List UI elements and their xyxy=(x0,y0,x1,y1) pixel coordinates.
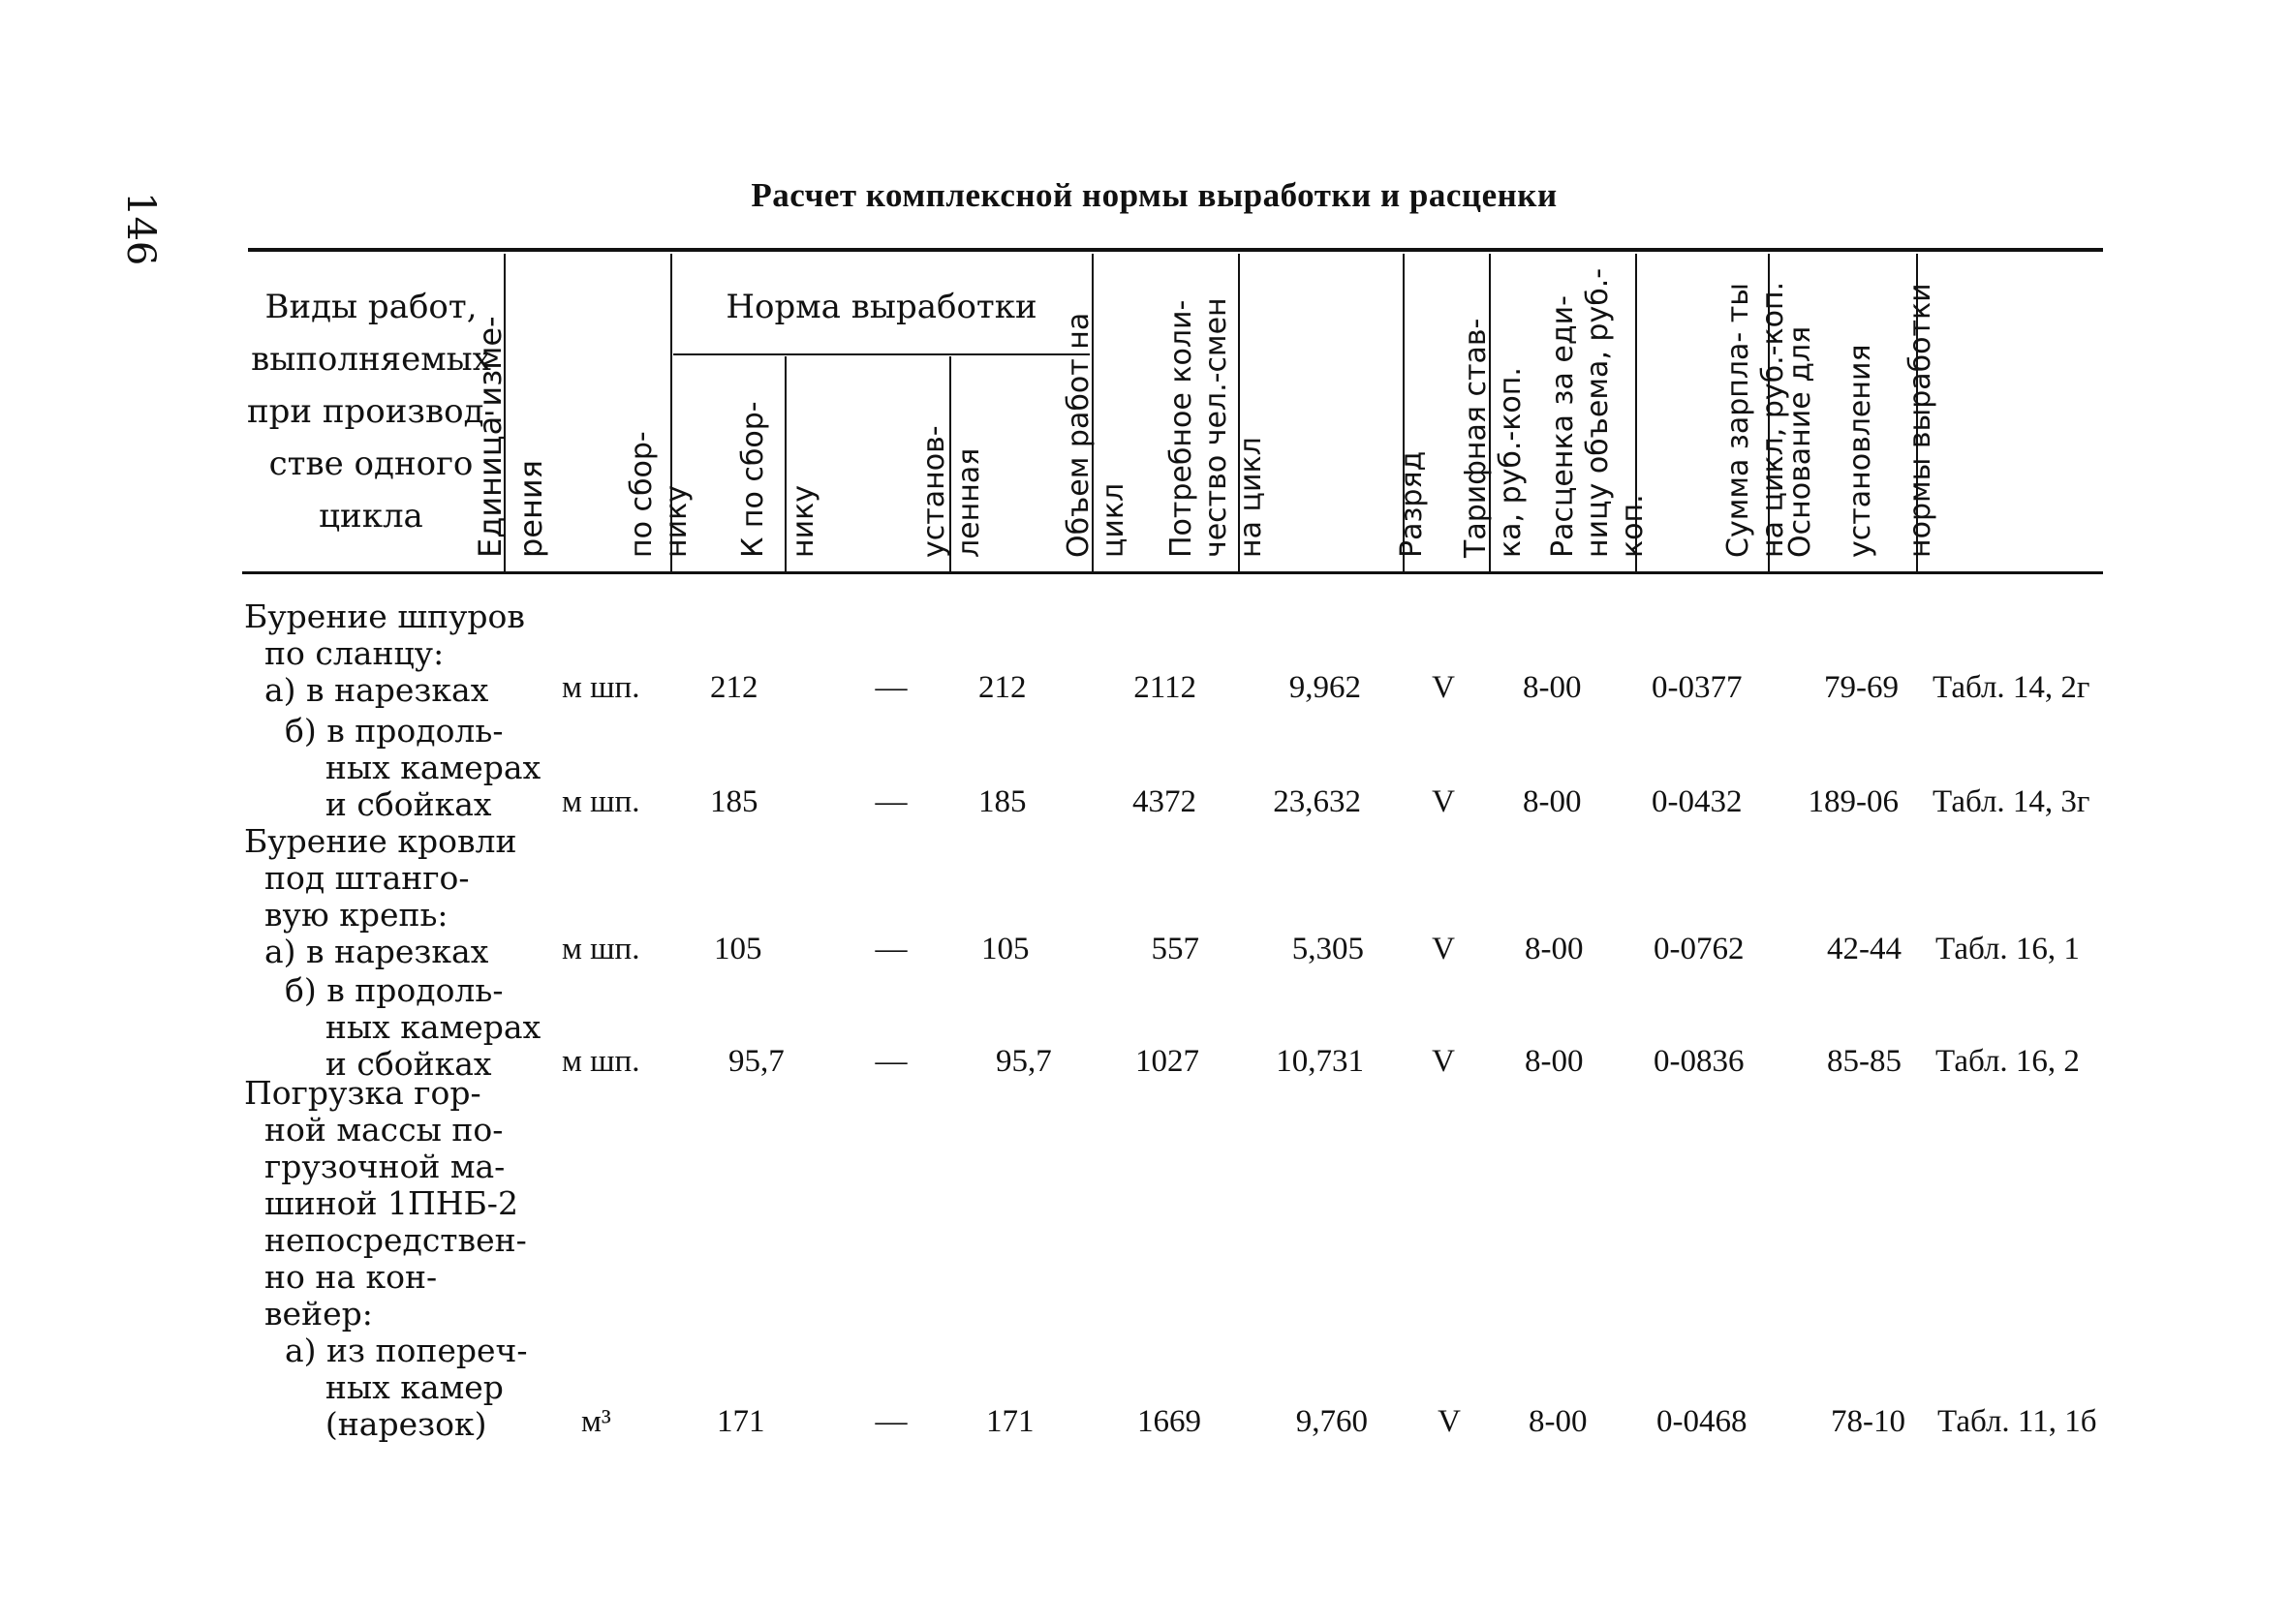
row-4-k-collection: — xyxy=(875,1044,908,1079)
row-4-work: б) в продоль- ных камерах и сбойках xyxy=(284,971,541,1083)
row-3-rate: 0-0762 xyxy=(1654,932,1745,966)
header-norm-set: установ- ленная xyxy=(916,425,986,558)
row-5-work: Погрузка гор- ной массы по- грузочной ма- шиной 1ПНБ-2 непосредствен- но на кон- вейер: а) из попереч- ных камер (нарезок) xyxy=(244,1074,528,1443)
row-3-unit: м шп. xyxy=(562,932,640,966)
row-1-norm-set: 212 xyxy=(978,670,1027,705)
row-3-k-collection: — xyxy=(875,932,908,966)
table-title: Расчет комплексной нормы выработки и расценки xyxy=(751,176,1558,214)
row-5-basis: Табл. 11, 1б xyxy=(1937,1404,2097,1439)
row-1-rate: 0-0377 xyxy=(1652,670,1743,705)
row-5-norm-set: 171 xyxy=(986,1404,1035,1439)
row-5-wage-sum: 78-10 xyxy=(1831,1404,1905,1439)
row-4-wage-sum: 85-85 xyxy=(1827,1044,1902,1079)
header-work-types: Виды работ, выполняемых при производ- стве одного цикла xyxy=(246,288,496,536)
row-1-grade: V xyxy=(1432,670,1455,705)
header-basis: Основание для установления нормы выработки xyxy=(1782,283,1937,558)
row-2-tariff: 8-00 xyxy=(1523,784,1582,819)
row-2-norm-collection: 185 xyxy=(710,784,758,819)
header-norm-collection: по сбор- нику xyxy=(625,431,694,558)
row-4-tariff: 8-00 xyxy=(1525,1044,1584,1079)
row-4-volume: 1027 xyxy=(1135,1044,1199,1079)
row-3-work: Бурение кровли под штанго- вую крепь: а) в нарезках xyxy=(244,822,517,970)
row-2-k-collection: — xyxy=(875,784,908,819)
row-5-man-shifts: 9,760 xyxy=(1295,1404,1368,1439)
row-4-man-shifts: 10,731 xyxy=(1276,1044,1364,1079)
row-2-unit: м шп. xyxy=(562,784,640,819)
header-volume: Объем работ на цикл xyxy=(1061,312,1130,558)
header-grade: Разряд xyxy=(1394,450,1429,558)
row-2-basis: Табл. 14, 3г xyxy=(1933,784,2090,819)
row-3-norm-set: 105 xyxy=(981,932,1030,966)
norm-group-rule xyxy=(673,353,1090,355)
row-1-work: Бурение шпуров по сланцу: а) в нарезках xyxy=(244,598,525,709)
row-4-norm-set: 95,7 xyxy=(996,1044,1052,1079)
header-wage-sum: Сумма зарпла- ты на цикл, руб.-коп. xyxy=(1720,281,1790,558)
header-bottom-rule xyxy=(242,571,2103,574)
row-1-man-shifts: 9,962 xyxy=(1288,670,1361,705)
row-5-unit: м³ xyxy=(581,1404,611,1439)
row-1-k-collection: — xyxy=(875,670,908,705)
header-man-shifts: Потребное коли- чество чел.-смен на цикл xyxy=(1164,297,1268,558)
row-3-tariff: 8-00 xyxy=(1525,932,1584,966)
row-2-volume: 4372 xyxy=(1132,784,1196,819)
row-2-work: б) в продоль- ных камерах и сбойках xyxy=(284,712,541,823)
row-2-norm-set: 185 xyxy=(978,784,1027,819)
row-1-unit: м шп. xyxy=(562,670,640,705)
header-rate: Расценка за еди- ницу объема, руб.-коп. xyxy=(1545,267,1650,558)
row-5-volume: 1669 xyxy=(1137,1404,1201,1439)
row-3-norm-collection: 105 xyxy=(714,932,762,966)
row-1-wage-sum: 79-69 xyxy=(1824,670,1899,705)
header-tariff: Тарифная став- ка, руб.-коп. xyxy=(1458,318,1528,558)
row-1-volume: 2112 xyxy=(1133,670,1196,705)
row-4-norm-collection: 95,7 xyxy=(728,1044,785,1079)
row-3-wage-sum: 42-44 xyxy=(1827,932,1902,966)
row-2-man-shifts: 23,632 xyxy=(1273,784,1361,819)
header-k-collection: К по сбор- нику xyxy=(736,401,820,558)
row-4-grade: V xyxy=(1432,1044,1455,1079)
table-top-rule xyxy=(248,248,2103,252)
row-5-grade: V xyxy=(1438,1404,1461,1439)
row-2-rate: 0-0432 xyxy=(1652,784,1743,819)
row-4-basis: Табл. 16, 2 xyxy=(1935,1044,2080,1079)
row-3-man-shifts: 5,305 xyxy=(1291,932,1364,966)
row-1-tariff: 8-00 xyxy=(1523,670,1582,705)
row-5-k-collection: — xyxy=(875,1404,908,1439)
row-5-norm-collection: 171 xyxy=(717,1404,765,1439)
row-4-rate: 0-0836 xyxy=(1654,1044,1745,1079)
row-3-basis: Табл. 16, 1 xyxy=(1935,932,2080,966)
row-4-unit: м шп. xyxy=(562,1044,640,1079)
row-1-norm-collection: 212 xyxy=(710,670,758,705)
row-2-wage-sum: 189-06 xyxy=(1808,784,1899,819)
row-5-tariff: 8-00 xyxy=(1529,1404,1588,1439)
row-5-rate: 0-0468 xyxy=(1656,1404,1748,1439)
header-unit: Единица изме- рения xyxy=(472,316,549,558)
row-3-grade: V xyxy=(1432,932,1455,966)
header-norm-group: Норма выработки xyxy=(726,288,1037,326)
row-3-volume: 557 xyxy=(1151,932,1199,966)
page-number: 146 xyxy=(118,192,163,266)
row-2-grade: V xyxy=(1432,784,1455,819)
row-1-basis: Табл. 14, 2г xyxy=(1933,670,2090,705)
